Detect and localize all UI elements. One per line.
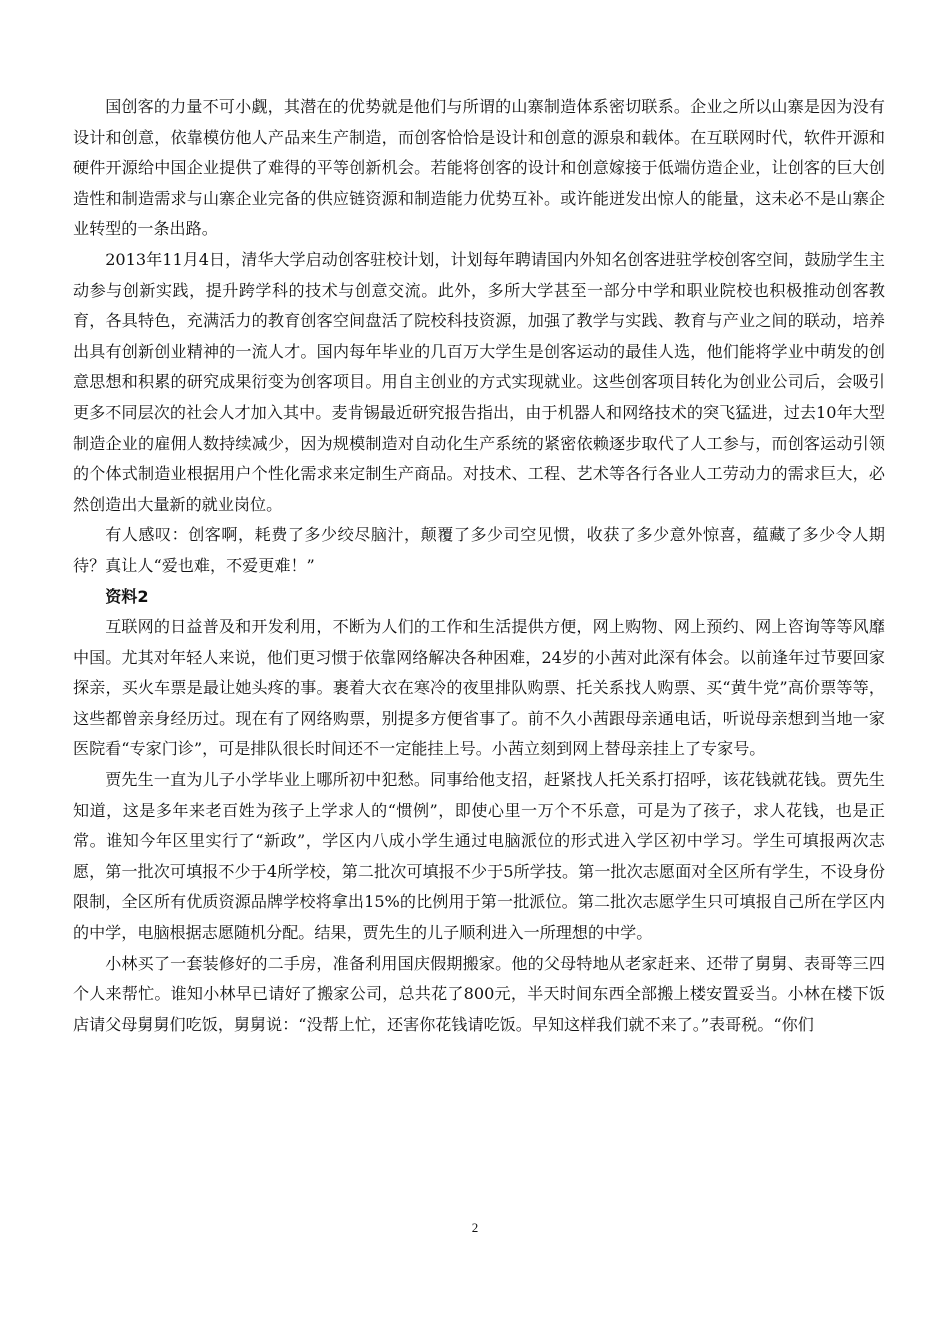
section-heading-material-2: 资料2: [105, 586, 149, 606]
document-body: [73, 92, 885, 1040]
paragraph-moving-house: 小林买了一套装修好的二手房，准备利用国庆假期搬家。他的父母特地从老家赶来、还带了舅舅、表哥等三四个人来帮忙。谁知小林早已请好了搬家公司，总共花了800元，半天时间东西全部搬上楼安置妥当。小林在楼下饭店请父母舅舅们吃饭，舅舅说：“没帮上忙，还害你花钱请吃饭。早知这样我们就不来了。”表哥税。“你们: [73, 953, 885, 1034]
page-number: 2: [471, 1220, 479, 1235]
paragraph-internet-convenience: 互联网的日益普及和开发利用，不断为人们的工作和生活提供方便，网上购物、网上预约、网上咨询等等风靡中国。尤其对年轻人来说，他们更习惯于依靠网络解决各种困难，24岁的小茜对此深有体会。以前逢年过节要回家探亲，买火车票是最让她头疼的事。裹着大衣在寒冷的夜里排队购票、托关系找人购票、买“黄牛党”高价票等等，这些都曾亲身经历过。现在有了网络购票，别提多方便省事了。前不久小茜跟母亲通电话，听说母亲想到当地一家医院看“专家门诊”，可是排队很长时间还不一定能挂上号。小茜立刻到网上替母亲挂上了专家号。: [73, 617, 885, 759]
paragraph-school-allocation: 贾先生一直为儿子小学毕业上哪所初中犯愁。同事给他支招，赶紧找人托关系打招呼，该花钱就花钱。贾先生知道，这是多年来老百姓为孩子上学求人的“惯例”，即使心里一万个不乐意，可是为了孩子，求人花钱，也是正常。谁知今年区里实行了“新政”，学区内八成小学生通过电脑派位的形式进入学区初中学习。学生可填报两次志愿，第一批次可填报不少于4所学校，第二批次可填报不少于5所学技。第一批次志愿面对全区所有学生，不设身份限制，全区所有优质资源品牌学校将拿出15%的比例用于第一批派位。第二批次志愿学生只可填报自己所在学区内的中学，电脑根据志愿随机分配。结果，贾先生的儿子顺利进入一所理想的中学。: [73, 770, 885, 943]
paragraph-tsinghua-maker-program: 2013年11月4日，清华大学启动创客驻校计划，计划每年聘请国内外知名创客进驻学校创客空间，鼓励学生主动参与创新实践，提升跨学科的技术与创意交流。此外，多所大学甚至一部分中学和职业院校也积极推动创客教育，各具特色，充满活力的教育创客空间盘活了院校科技资源，加强了教学与实践、教育与产业之间的联动，培养出具有创新创业精神的一流人才。国内每年毕业的几百万大学生是创客运动的最佳人选，他们能将学业中萌发的创意思想和积累的研究成果衍变为创客项目。用自主创业的方式实现就业。这些创客项目转化为创业公司后，会吸引更多不同层次的社会人才加入其中。麦肯锡最近研究报告指出，由于机器人和网络技术的突飞猛进，过去10年大型制造企业的雇佣人数持续减少，因为规模制造对自动化生产系统的紧密依赖逐步取代了人工参与，而创客运动引领的个体式制造业根据用户个性化需求来定制生产商品。对技术、工程、艺术等各行各业人工劳动力的需求巨大，必然创造出大量新的就业岗位。: [73, 249, 885, 514]
paragraph-maker-sigh: 有人感叹：创客啊，耗费了多少绞尽脑汁，颠覆了多少司空见惯，收获了多少意外惊喜，蕴藏了多少令人期待？真让人“爱也难，不爱更难！”: [73, 525, 885, 575]
paragraph-maker-shanzhai: 国创客的力量不可小觑，其潜在的优势就是他们与所谓的山寨制造体系密切联系。企业之所以山寨是因为没有设计和创意，依靠模仿他人产品来生产制造，而创客恰恰是设计和创意的源泉和载体。在互联网时代，软件开源和硬件开源给中国企业提供了难得的平等创新机会。若能将创客的设计和创意嫁接于低端仿造企业，让创客的巨大创造性和制造需求与山寨企业完备的供应链资源和制造能力优势互补。或许能迸发出惊人的能量，这未必不是山寨企业转型的一条出路。: [73, 97, 885, 239]
